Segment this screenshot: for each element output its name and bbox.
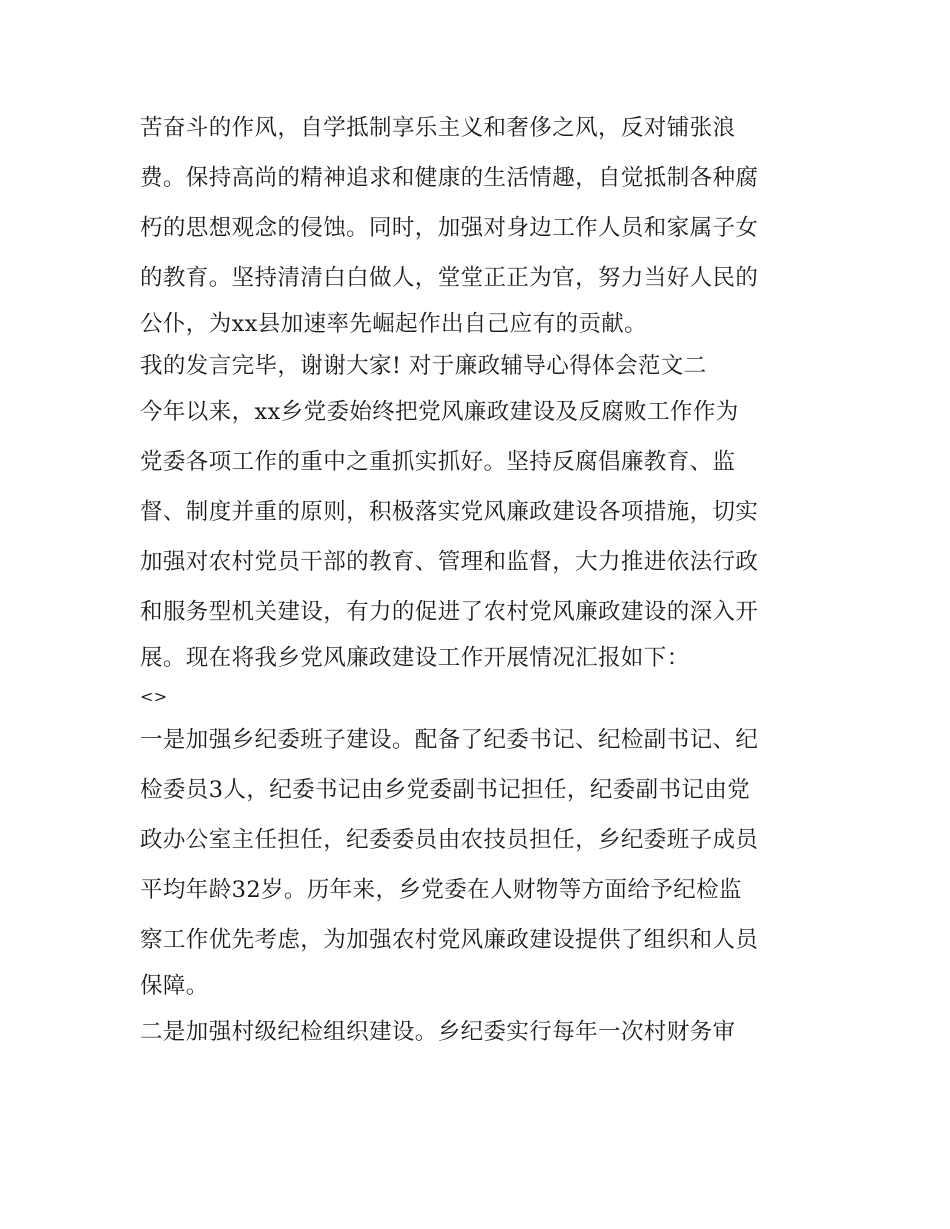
text-line-8: 党委各项工作的重中之重抓实抓好。坚持反腐倡廉教育、监	[140, 449, 736, 475]
text-line-14: 一是加强乡纪委班子建设。配备了纪委书记、纪检副书记、纪	[140, 727, 759, 753]
text-line-9: 督、制度并重的原则，积极落实党风廉政建设各项措施，切实	[140, 499, 759, 525]
text-line-11: 和服务型机关建设，有力的促进了农村党风廉政建设的深入开	[140, 599, 759, 625]
text-line-3: 朽的思想观念的侵蚀。同时，加强对身边工作人员和家属子女	[140, 215, 759, 241]
text-line-4: 的教育。坚持清清白白做人，堂堂正正为官，努力当好人民的	[140, 265, 759, 291]
text-line-7: 今年以来，xx乡党委始终把党风廉政建设及反腐败工作作为	[140, 399, 739, 425]
text-line-20: 二是加强村级纪检组织建设。乡纪委实行每年一次村财务审	[140, 1019, 736, 1045]
text-line-10: 加强对农村党员干部的教育、管理和监督，大力推进依法行政	[140, 549, 759, 575]
text-line-13: <>	[140, 687, 168, 706]
text-line-6: 我的发言完毕，谢谢大家! 对于廉政辅导心得体会范文二	[140, 353, 707, 379]
text-line-12: 展。现在将我乡党风廉政建设工作开展情况汇报如下：	[140, 645, 690, 671]
text-line-17: 平均年龄32岁。历年来，乡党委在人财物等方面给予纪检监	[140, 877, 742, 903]
text-line-5: 公仆，为xx县加速率先崛起作出自己应有的贡献。	[140, 311, 648, 337]
text-line-15: 检委员3人，纪委书记由乡党委副书记担任，纪委副书记由党	[140, 777, 751, 803]
text-line-2: 费。保持高尚的精神追求和健康的生活情趣，自觉抵制各种腐	[140, 165, 759, 191]
text-line-18: 察工作优先考虑，为加强农村党风廉政建设提供了组织和人员	[140, 927, 759, 953]
text-line-16: 政办公室主任担任，纪委委员由农技员担任，乡纪委班子成员	[140, 827, 759, 853]
text-line-19: 保障。	[140, 973, 209, 999]
document-body	[140, 103, 820, 1057]
text-line-1: 苦奋斗的作风，自学抵制享乐主义和奢侈之风，反对铺张浪	[140, 115, 736, 141]
